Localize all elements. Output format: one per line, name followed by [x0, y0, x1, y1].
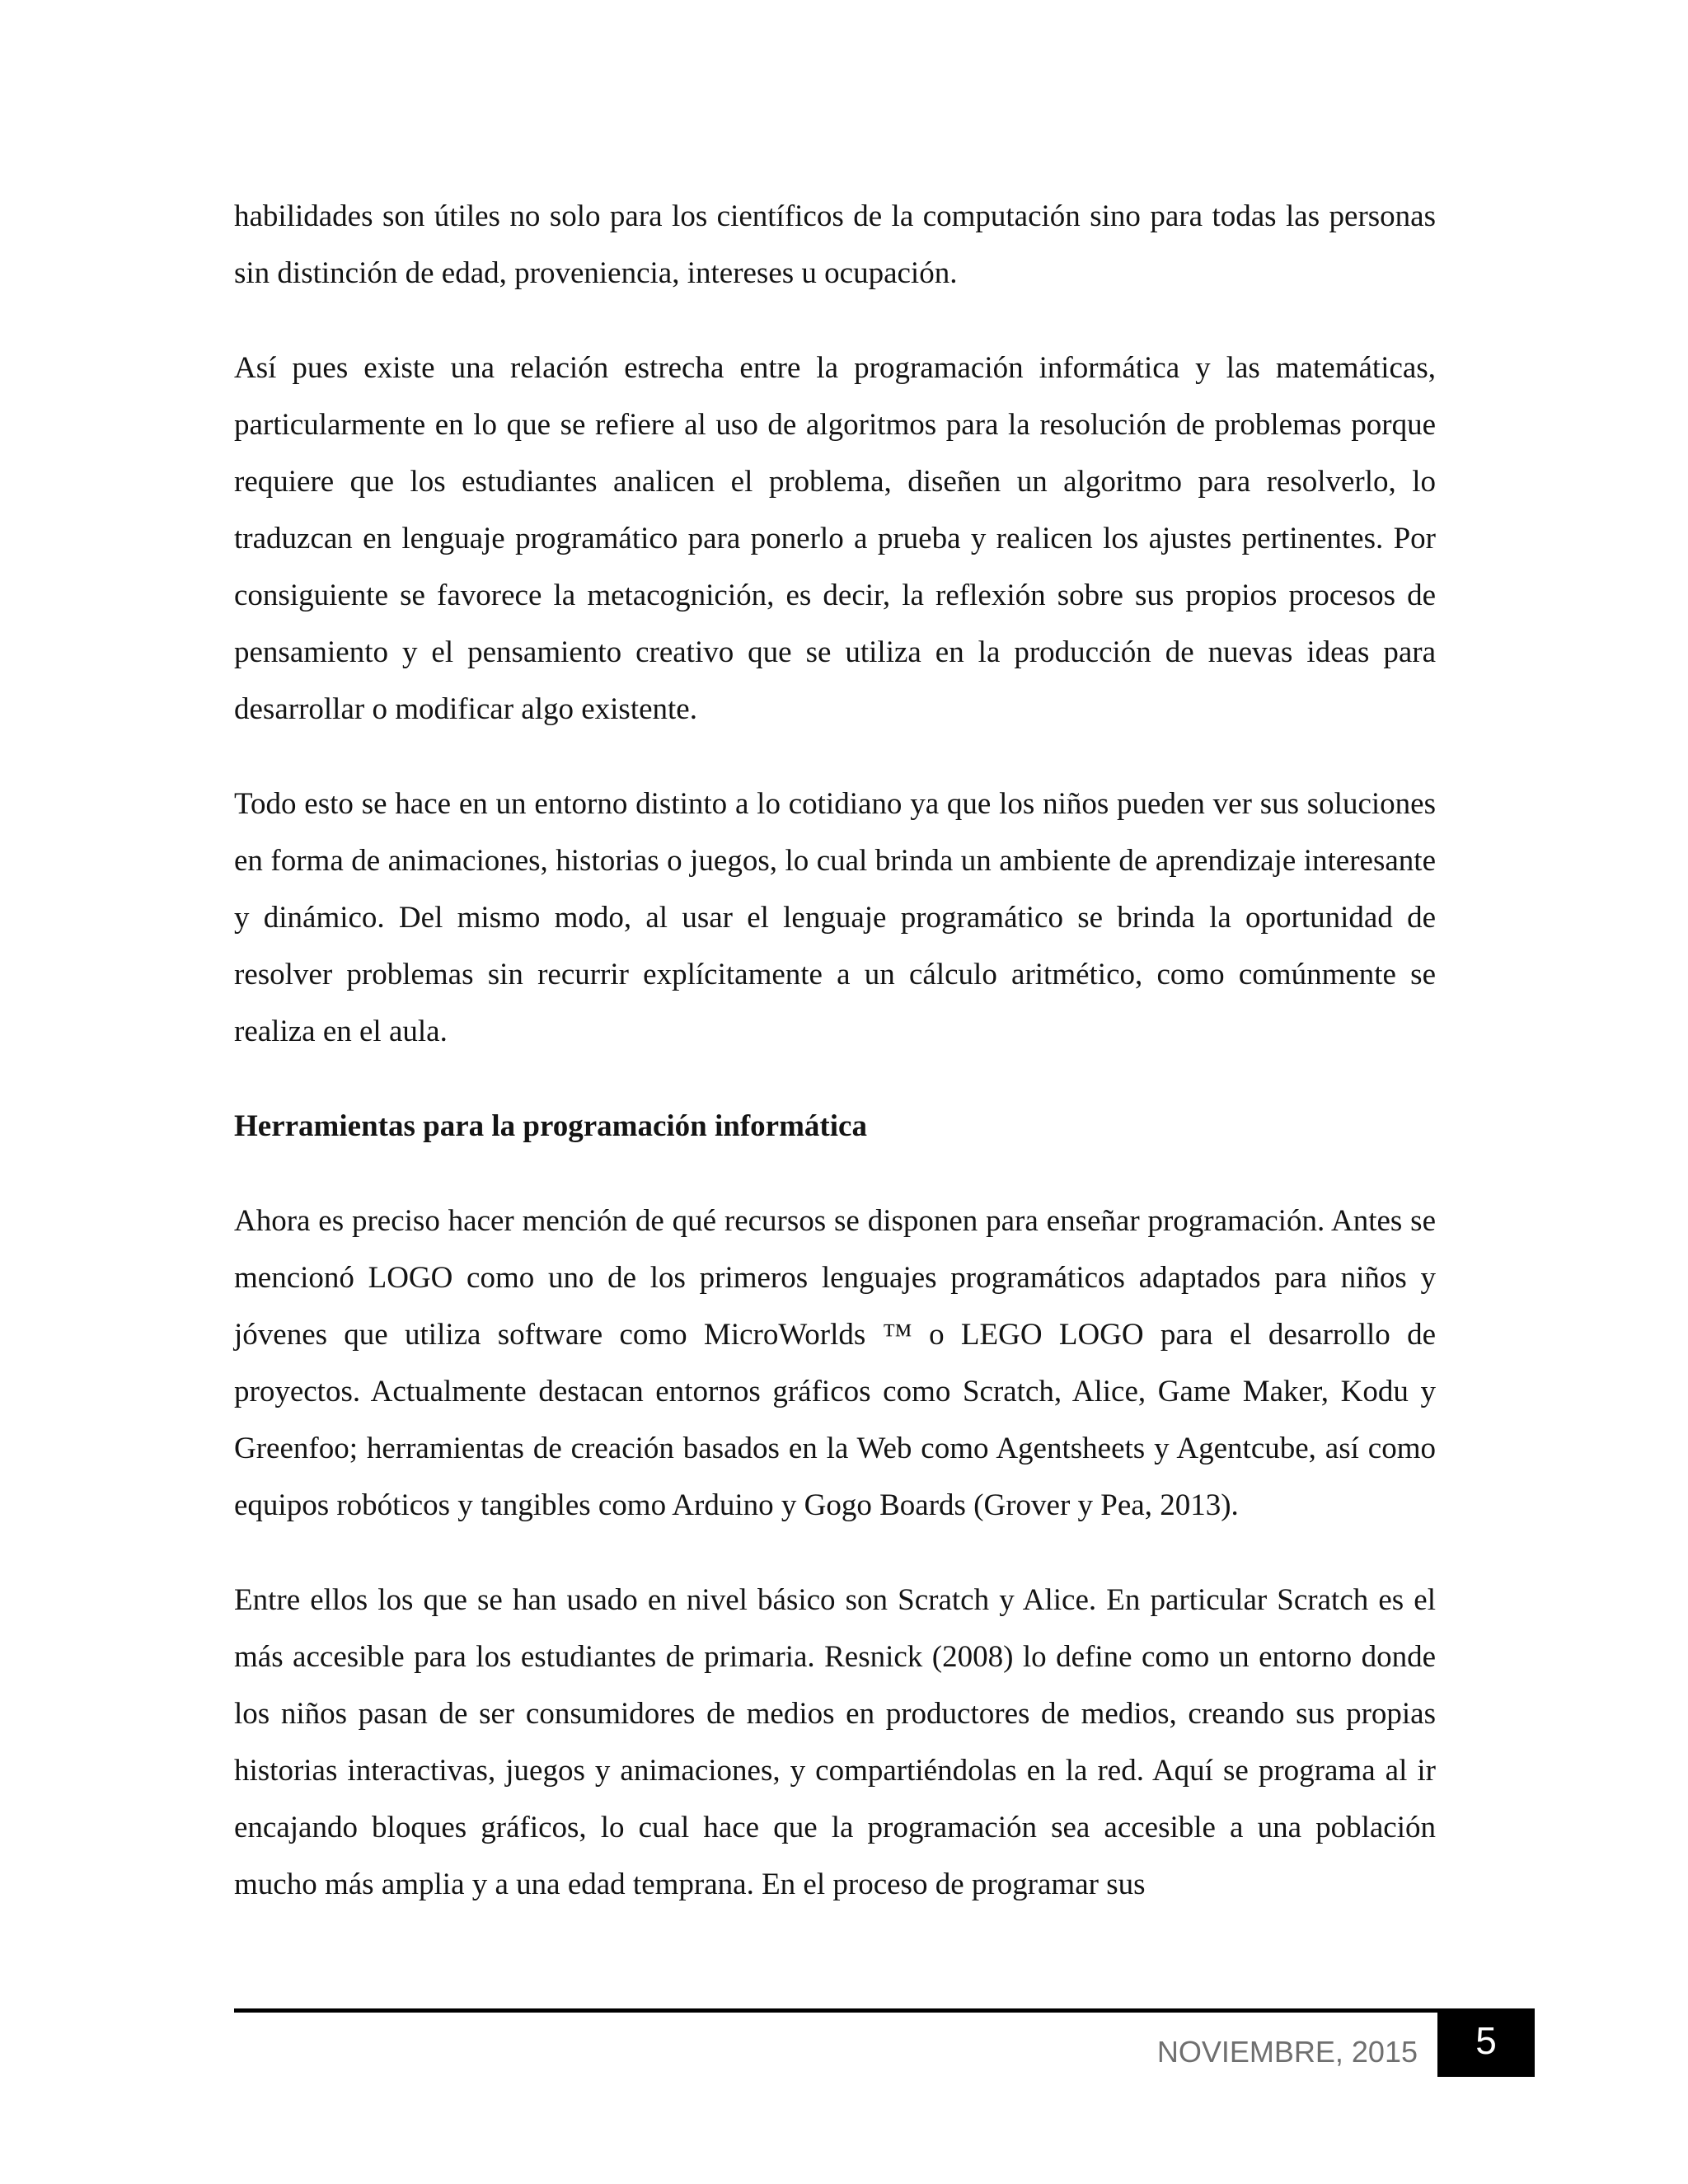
page-number: 5 — [1437, 2008, 1535, 2077]
footer-rule — [234, 2008, 1447, 2013]
section-heading: Herramientas para la programación informática — [234, 1109, 867, 1143]
paragraph-2: Así pues existe una relación estrecha entre la programación informática y las matemáticas, particularmente en lo que se refiere al uso de algoritmos para la resolución de problemas porque requiere que los estudiantes analicen el problema, diseñen un algoritmo para resolverlo, lo traduzcan en lenguaje programático para ponerlo a prueba y realicen los ajustes pertinentes. Por consiguiente se favorece la metacognición, es decir, la reflexión sobre sus propios procesos de pensamiento y el pensamiento creativo que se utiliza en la producción de nuevas ideas para desarrollar o modificar algo existente. — [234, 351, 1436, 726]
page-body — [234, 188, 1436, 1951]
paragraph-3: Todo esto se hace en un entorno distinto a lo cotidiano ya que los niños pueden ver sus soluciones en forma de animaciones, historias o juegos, lo cual brinda un ambiente de aprendizaje interesante y dinámico. Del mismo modo, al usar el lenguaje programático se brinda la oportunidad de resolver problemas sin recurrir explícitamente a un cálculo aritmético, como comúnmente se realiza en el aula. — [234, 787, 1436, 1048]
footer-date: NOVIEMBRE, 2015 — [1156, 2035, 1418, 2069]
paragraph-5: Entre ellos los que se han usado en nivel básico son Scratch y Alice. En particular Scratch es el más accesible para los estudiantes de primaria. Resnick (2008) lo define como un entorno donde los niños pasan de ser consumidores de medios en productores de medios, creando sus propias historias interactivas, juegos y animaciones, y compartiéndolas en la red. Aquí se programa al ir encajando bloques gráficos, lo cual hace que la programación sea accesible a una población mucho más amplia y a una edad temprana. En el proceso de programar sus — [234, 1583, 1436, 1901]
paragraph-4: Ahora es preciso hacer mención de qué recursos se disponen para enseñar programación. Antes se mencionó LOGO como uno de los primeros lenguajes programáticos adaptados para niños y jóvenes que utiliza software como MicroWorlds ™ o LEGO LOGO para el desarrollo de proyectos. Actualmente destacan entornos gráficos como Scratch, Alice, Game Maker, Kodu y Greenfoo; herramientas de creación basados en la Web como Agentsheets y Agentcube, así como equipos robóticos y tangibles como Arduino y Gogo Boards (Grover y Pea, 2013). — [234, 1204, 1436, 1522]
paragraph-1: habilidades son útiles no solo para los científicos de la computación sino para todas las personas sin distinción de edad, proveniencia, intereses u ocupación. — [234, 199, 1436, 290]
